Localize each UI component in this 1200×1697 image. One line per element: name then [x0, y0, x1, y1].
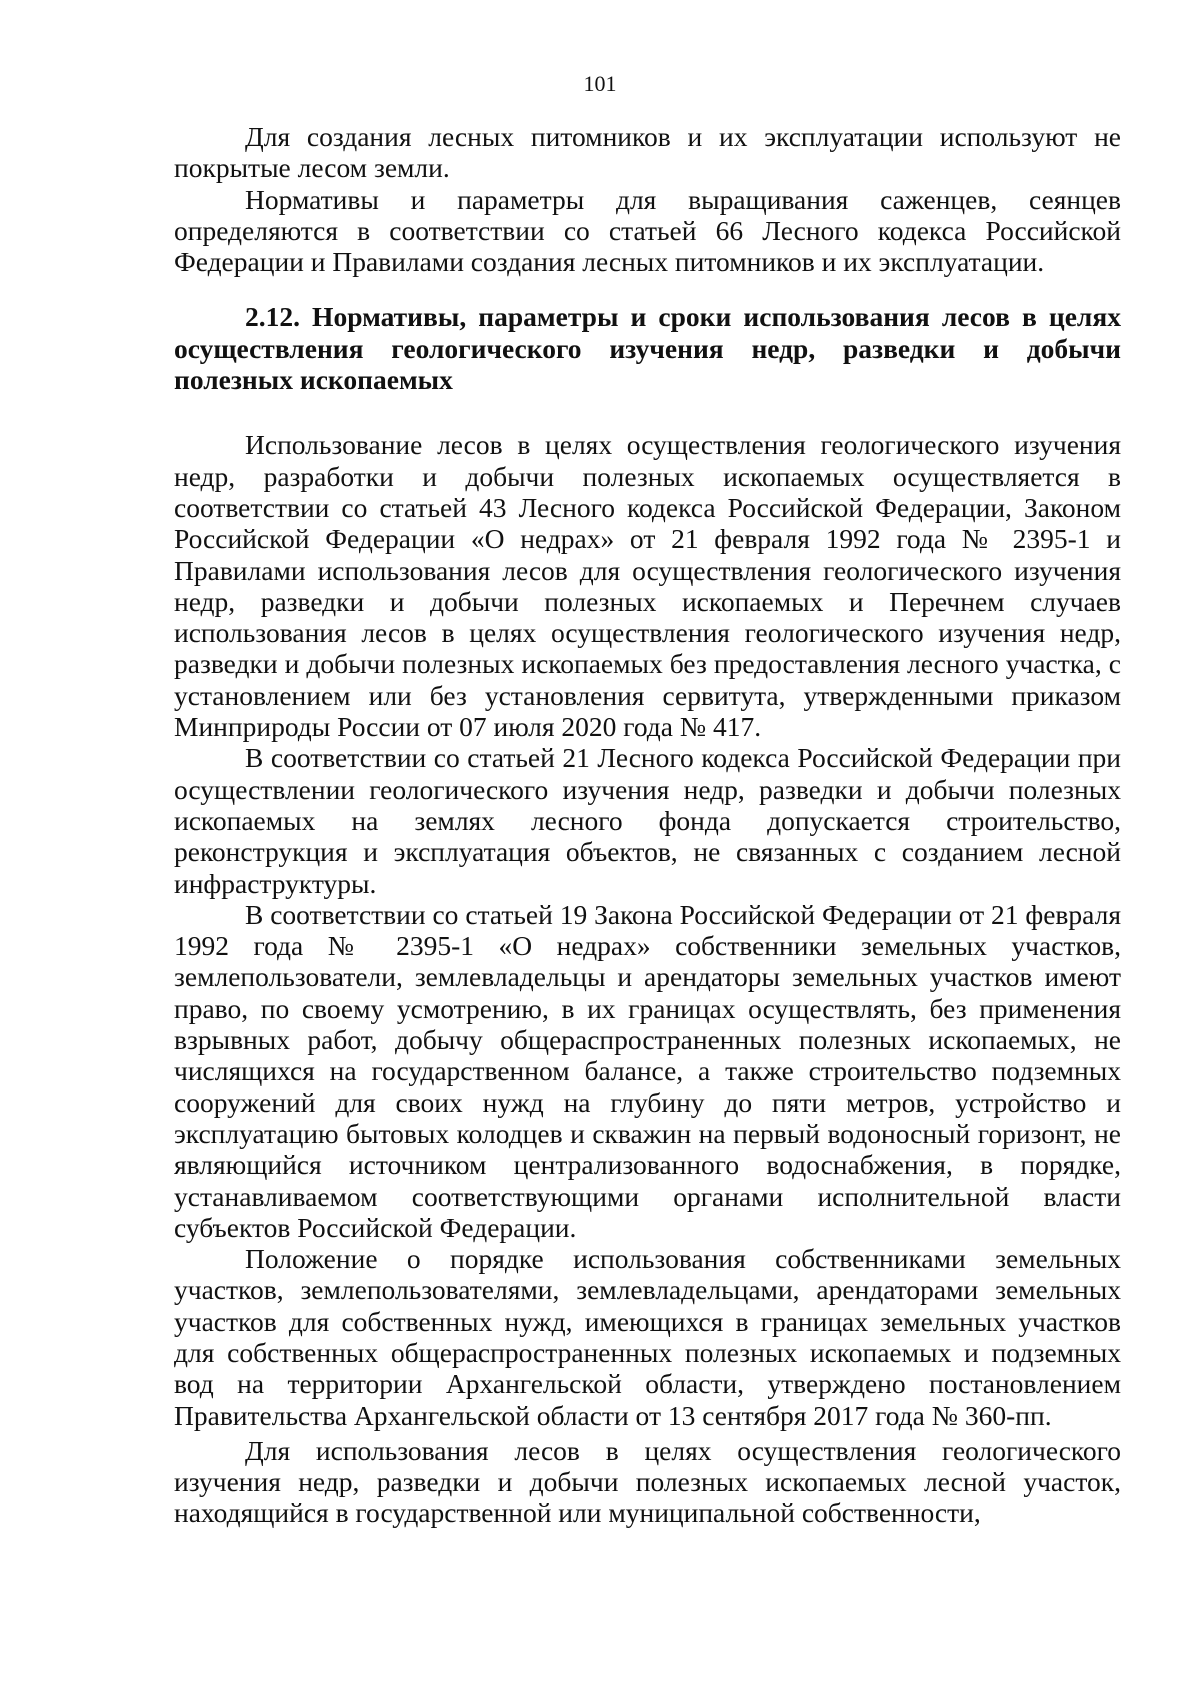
paragraph-forest-use-geology: Использование лесов в целях осуществления геологического изучения недр, разработки и добычи полезных ископаемых осуществляется в соответствии со статьей 43 Лесного кодекса Российской Федерации, Законом Российской Федерации «О недрах» от 21 февраля 1992 года № 2395-1 и Правилами использования лесов для осуществления геологического изучения недр, разведки и добычи полезных ископаемых и Перечнем случаев использования лесов в целях осуществления геологического изучения недр, разведки и добычи полезных ископаемых без предоставления лесного участка, с установлением или без установления сервитута, утвержденными приказом Минприроды России от 07 июля 2020 года № 417. [174, 429, 1121, 743]
paragraph-nurseries-norms: Нормативы и параметры для выращивания саженцев, сеянцев определяются в соответствии со статьей 66 Лесного кодекса Российской Федерации и Правилами создания лесных питомников и их эксплуатации. [174, 183, 1121, 278]
paragraph-land-plot: Для использования лесов в целях осуществления геологического изучения недр, разведки и добычи полезных ископаемых лесной участок, находящийся в государственной или муниципальной собственности, [174, 1434, 1121, 1529]
paragraph-article-21: В соответствии со статьей 21 Лесного кодекса Российской Федерации при осуществлении геологического изучения недр, разведки и добычи полезных ископаемых на землях лесного фонда допускается строительство, реконструкция и эксплуатация объектов, не связанных с созданием лесной инфраструктуры. [174, 742, 1121, 899]
paragraph-regulation: Положение о порядке использования собственниками земельных участков, землепользователями, землевладельцами, арендаторами земельных участков для собственных нужд, имеющихся в границах земельных участков для собственных общераспространенных полезных ископаемых и подземных вод на территории Архангельской области, утверждено постановлением Правительства Архангельской области от 13 сентября 2017 года № 360-пп. [174, 1243, 1121, 1431]
page-number: 101 [583, 71, 617, 96]
section-heading: 2.12. Нормативы, параметры и сроки использования лесов в целях осуществления геологического изучения недр, разведки и добычи полезных ископаемых [174, 301, 1121, 396]
paragraph-nurseries-land: Для создания лесных питомников и их эксплуатации используют не покрытые лесом земли. [174, 121, 1121, 184]
document-body [174, 121, 1121, 1529]
paragraph-article-19: В соответствии со статьей 19 Закона Российской Федерации от 21 февраля 1992 года № 2395-1 «О недрах» собственники земельных участков, землепользователи, землевладельцы и арендаторы земельных участков имеют право, по своему усмотрению, в их границах осуществлять, без применения взрывных работ, добычу общераспространенных полезных ископаемых, не числящихся на государственном балансе, а также строительство подземных сооружений для своих нужд на глубину до пяти метров, устройство и эксплуатацию бытовых колодцев и скважин на первый водоносный горизонт, не являющийся источником централизованного водоснабжения, в порядке, устанавливаемом соответствующими органами исполнительной власти субъектов Российской Федерации. [174, 898, 1121, 1243]
